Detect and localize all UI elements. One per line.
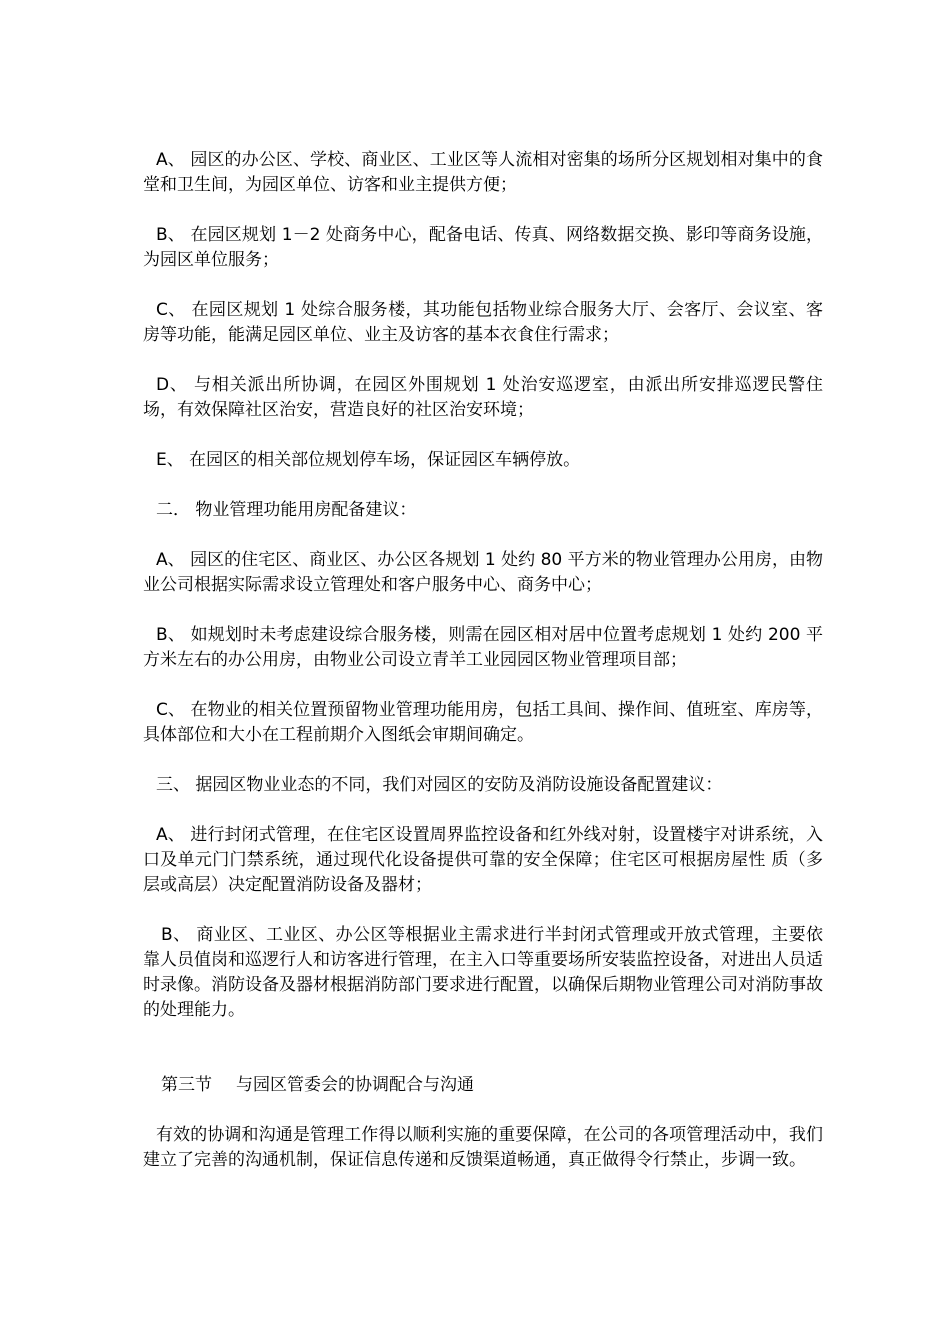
paragraph-c-function-rooms: C、 在物业的相关位置预留物业管理功能用房，包括工具间、操作间、值班室、库房等，具体部位和大小在工程前期介入图纸会审期间确定。 — [143, 700, 823, 745]
paragraph-c-service-building: C、 在园区规划 1 处综合服务楼，其功能包括物业综合服务大厅、会客厅、会议室、客房等功能，能满足园区单位、业主及访客的基本衣食住行需求； — [143, 300, 823, 345]
paragraph-e-parking: E、 在园区的相关部位规划停车场，保证园区车辆停放。 — [156, 450, 581, 470]
section-title: 与园区管委会的协调配合与沟通 — [236, 1075, 474, 1095]
paragraph-a-canteen: A、 园区的办公区、学校、商业区、工业区等人流相对密集的场所分区规划相对集中的食堂和卫生间，为园区单位、访客和业主提供方便； — [143, 150, 823, 195]
section-number: 第三节 — [161, 1075, 212, 1095]
heading-section-two: 二． 物业管理功能用房配备建议： — [156, 500, 417, 520]
document-body — [143, 148, 823, 1173]
section-heading — [143, 1073, 823, 1098]
paragraph-b-business-center: B、 在园区规划 1－2 处商务中心，配备电话、传真、网络数据交换、影印等商务设施，为园区单位服务； — [143, 225, 823, 270]
heading-section-three: 三、 据园区物业业态的不同，我们对园区的安防及消防设施设备配置建议： — [156, 775, 723, 795]
paragraph-a-office-rooms: A、 园区的住宅区、商业区、办公区各规划 1 处约 80 平方米的物业管理办公用房，由物业公司根据实际需求设立管理处和客户服务中心、商务中心； — [143, 550, 823, 595]
paragraph-b-project-office: B、 如规划时未考虑建设综合服务楼，则需在园区相对居中位置考虑规划 1 处约 200 平方米左右的办公用房，由物业公司设立青羊工业园园区物业管理项目部； — [143, 625, 823, 670]
paragraph-b-open-management: B、 商业区、工业区、办公区等根据业主需求进行半封闭式管理或开放式管理，主要依靠人员值岗和巡逻行人和访客进行管理，在主入口等重要场所安装监控设备，对进出人员适时录像。消防设备及器材根据消防部门要求进行配置，以确保后期物业管理公司对消防事故的处理能力。 — [143, 925, 823, 1020]
closing-paragraph: 有效的协调和沟通是管理工作得以顺利实施的重要保障，在公司的各项管理活动中，我们建立了完善的沟通机制，保证信息传递和反馈渠道畅通，真正做得令行禁止，步调一致。 — [143, 1125, 823, 1170]
paragraph-d-security-room: D、 与相关派出所协调，在园区外围规划 1 处治安巡逻室，由派出所安排巡逻民警住场，有效保障社区治安，营造良好的社区治安环境； — [143, 375, 823, 420]
paragraph-a-closed-management: A、 进行封闭式管理，在住宅区设置周界监控设备和红外线对射，设置楼宇对讲系统，入口及单元门门禁系统，通过现代化设备提供可靠的安全保障；住宅区可根据房屋性 质（多层或高层）决定配置消防设备及器材； — [143, 825, 823, 895]
